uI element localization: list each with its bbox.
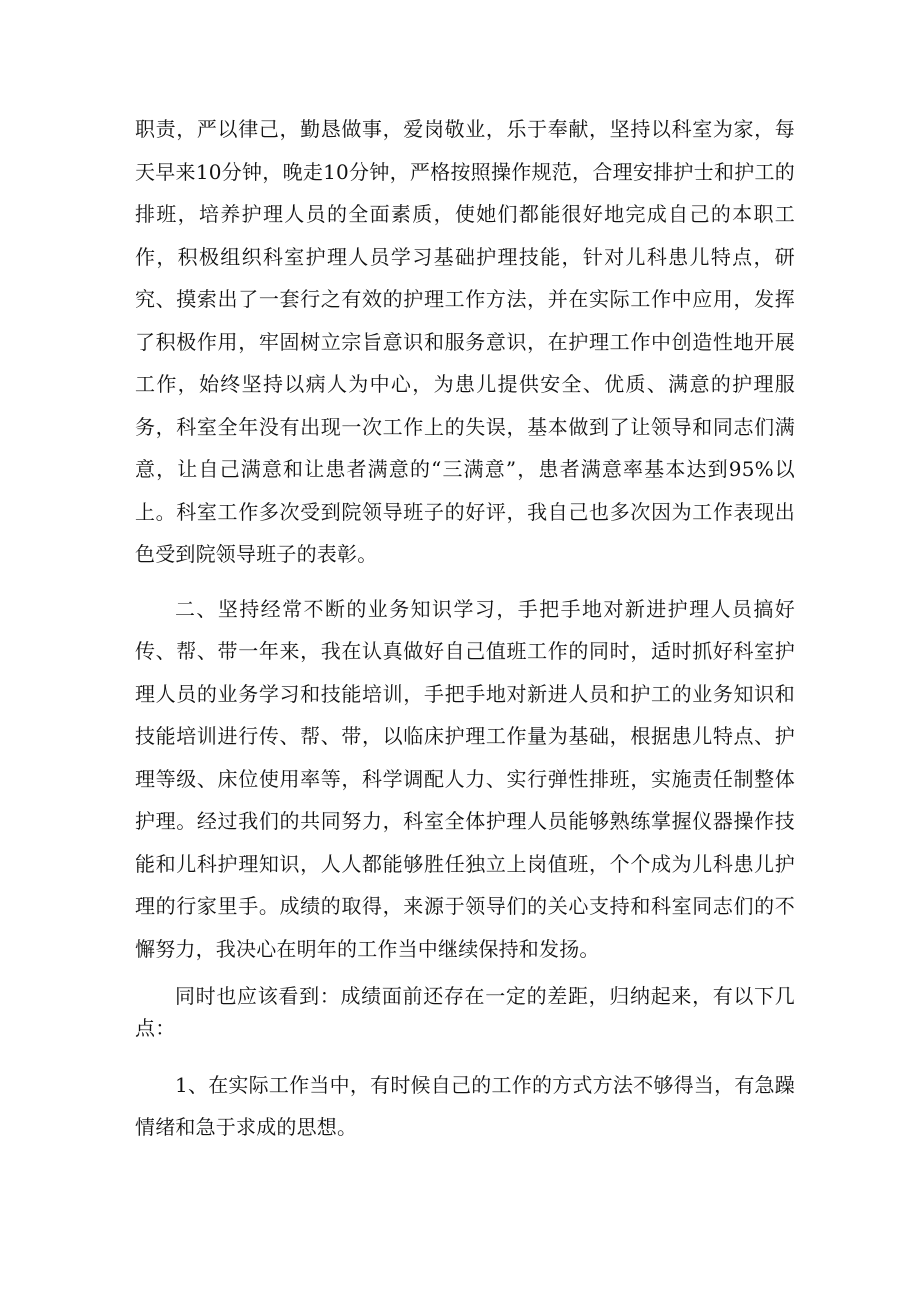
- paragraph-section-two: 二、坚持经常不断的业务知识学习，手把手地对新进护理人员搞好传、帮、带一年来，我在认真做好自己值班工作的同时，适时抓好科室护理人员的业务学习和技能培训，手把手地对新进人员和护工的业务知识和技能培训进行传、帮、带，以临床护理工作量为基础，根据患儿特点、护理等级、床位使用率等，科学调配人力、实行弹性排班，实施责任制整体护理。经过我们的共同努力，科室全体护理人员能够熟练掌握仪器操作技能和儿科护理知识，人人都能够胜任独立上岗值班，个个成为儿科患儿护理的行家里手。成绩的取得，来源于领导们的关心支持和科室同志们的不懈努力，我决心在明年的工作当中继续保持和发扬。: [135, 596, 795, 961]
- paragraph-shortcomings-intro: 同时也应该看到：成绩面前还存在一定的差距，归纳起来，有以下几点：: [135, 984, 795, 1040]
- document-body: [135, 108, 795, 1148]
- paragraph-point-one: 1、在实际工作当中，有时候自己的工作的方式方法不够得当，有急躁情绪和急于求成的思想。: [135, 1073, 795, 1139]
- paragraph-duties: 职责，严以律己，勤恳做事，爱岗敬业，乐于奉献，坚持以科室为家，每天早来10分钟，晚走10分钟，严格按照操作规范，合理安排护士和护工的排班，培养护理人员的全面素质，使她们都能很好地完成自己的本职工作，积极组织科室护理人员学习基础护理技能，针对儿科患儿特点，研究、摸索出了一套行之有效的护理工作方法，并在实际工作中应用，发挥了积极作用，牢固树立宗旨意识和服务意识，在护理工作中创造性地开展工作，始终坚持以病人为中心，为患儿提供安全、优质、满意的护理服务，科室全年没有出现一次工作上的失误，基本做到了让领导和同志们满意，让自己满意和让患者满意的“三满意”，患者满意率基本达到95%以上。科室工作多次受到院领导班子的好评，我自己也多次因为工作表现出色受到院领导班子的表彰。: [135, 117, 795, 566]
